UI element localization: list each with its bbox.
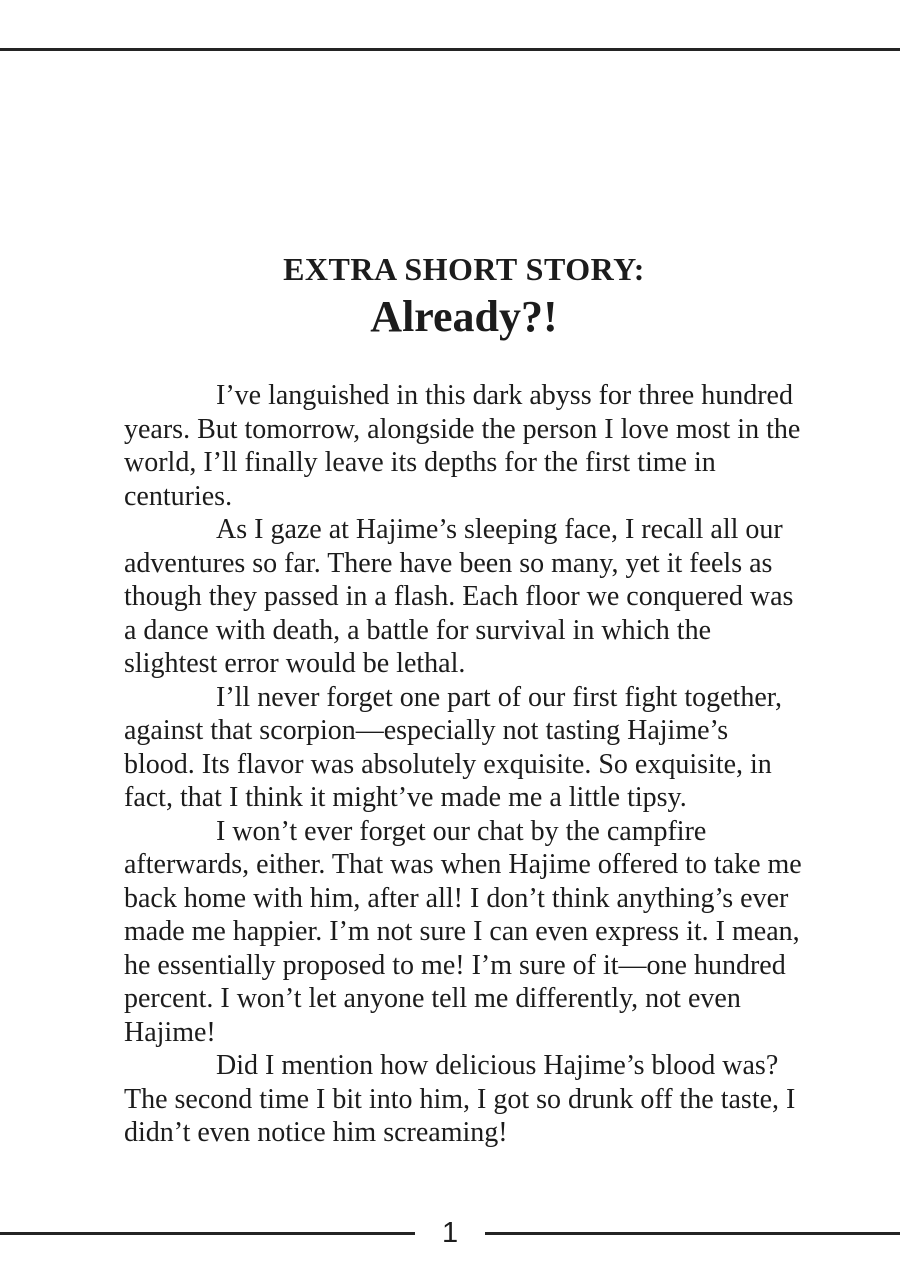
story-paragraph: As I gaze at Hajime’s sleeping face, I recall all our adventures so far. There have been so many, yet it feels as though they passed in a flash. Each floor we conquered was a dance with death, a battle for survival in which the slightest error would be lethal. <box>124 514 794 679</box>
footer-left-rule <box>0 1232 415 1235</box>
story-paragraph: I won’t ever forget our chat by the campfire afterwards, either. That was when Hajime offered to take me back home with him, after all! I don’t think anything’s ever made me happier. I’m not sure I can even express it. I mean, he essentially proposed to me! I’m sure of it—one hundred percent. I won’t let anyone tell me differently, not even Hajime! <box>124 815 802 1048</box>
story-paragraph: I’ve languished in this dark abyss for three hundred years. But tomorrow, alongside the person I love most in the world, I’ll finally leave its depths for the first time in centuries. <box>124 380 801 512</box>
story-kicker-heading: EXTRA SHORT STORY: <box>283 251 645 287</box>
story-title-heading: Already?! <box>370 292 558 341</box>
story-paragraph: I’ll never forget one part of our first fight together, against that scorpion—especially not tasting Hajime’s blood. Its flavor was absolutely exquisite. So exquisite, in fact, that I think it might’ve made me a little tipsy. <box>124 681 782 813</box>
page-number: 1 <box>441 1217 459 1249</box>
story-paragraph: Did I mention how delicious Hajime’s blood was? The second time I bit into him, I got so drunk off the taste, I didn’t even notice him screaming! <box>124 1050 796 1148</box>
story-body <box>124 379 804 1150</box>
page-footer <box>0 1219 900 1247</box>
footer-right-rule <box>485 1232 900 1235</box>
story-content <box>124 0 804 1150</box>
